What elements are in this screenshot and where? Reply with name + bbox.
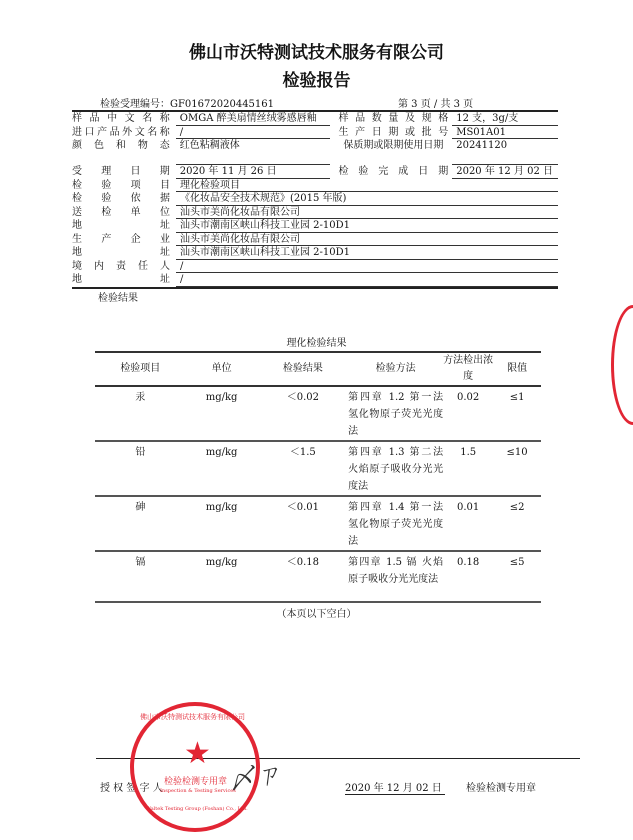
signature: 〆ㄗ — [226, 759, 283, 797]
table-cell: ＜0.18 — [258, 551, 349, 602]
table-cell: ≤5 — [493, 551, 541, 602]
column-header: 检验结果 — [258, 352, 349, 386]
info-value: 《化妆品安全技术规范》(2015 年版) — [176, 192, 558, 206]
table-cell: 镉 — [95, 551, 186, 602]
info-label: 地址 — [72, 247, 170, 258]
info-label: 检验依据 — [72, 193, 170, 204]
table-cell: mg/kg — [186, 441, 258, 496]
column-header: 单位 — [186, 352, 258, 386]
info-value: 理化检验项目 — [176, 179, 558, 193]
info-label: 颜色和物态 — [72, 140, 170, 151]
info-row — [72, 260, 558, 274]
info-row — [72, 126, 558, 140]
info-value: OMGA 醉美扇情丝绒雾感唇釉 — [176, 112, 331, 126]
table-cell: ≤10 — [493, 441, 541, 496]
seal-text: Waltek Testing Group (Foshan) Co., Ltd. — [146, 806, 248, 812]
table-row — [95, 441, 541, 496]
info-label: 生产企业 — [72, 233, 170, 245]
info-label: 保质期或限期使用日期 — [343, 140, 444, 151]
table-cell: mg/kg — [186, 551, 258, 602]
info-row — [72, 112, 558, 126]
info-label: 样品中文名称 — [72, 113, 170, 124]
info-row — [72, 165, 558, 179]
table-cell: ≤1 — [493, 386, 541, 441]
info-value: 汕头市美尚化妆品有限公司 — [176, 233, 558, 247]
info-label: 进口产品外文名称 — [72, 126, 170, 138]
info-value: 2020 年 11 月 26 日 — [176, 165, 331, 179]
info-label: 受理日期 — [72, 166, 170, 177]
table-cell: 第四章 1.2 第一法 氢化物原子荧光光度法 — [348, 386, 443, 441]
table-cell: 0.02 — [443, 386, 493, 441]
table-row — [95, 496, 541, 551]
blank-note: （本页以下空白） — [276, 609, 357, 620]
info-value: MS01A01 — [452, 126, 558, 140]
signer-label: 授 权 签 字 人 — [100, 783, 163, 794]
info-value: 20241120 — [452, 139, 558, 165]
info-label: 样品数量及规格 — [338, 113, 449, 124]
star-icon: ★ — [184, 736, 211, 771]
info-row — [72, 233, 558, 247]
sign-date: 2020 年 12 月 02 日 — [345, 779, 445, 795]
page-edge-seal — [611, 305, 633, 425]
table-cell: ≤2 — [493, 496, 541, 551]
column-header: 检验方法 — [348, 352, 443, 386]
column-header: 限值 — [493, 352, 541, 386]
info-row — [72, 206, 558, 220]
column-header: 方法检出浓度 — [443, 352, 493, 386]
sample-info-table — [72, 110, 558, 289]
company-name: 佛山市沃特测试技术服务有限公司 — [189, 43, 444, 63]
table-cell: 0.18 — [443, 551, 493, 602]
page-indicator: 第 3 页 / 共 3 页 — [398, 99, 474, 110]
receipt-value: GF01672020445161 — [170, 99, 274, 110]
info-row — [72, 179, 558, 193]
info-label: 生产日期或批号 — [338, 126, 449, 138]
info-value: / — [176, 126, 331, 140]
info-label: 检验项目 — [72, 179, 170, 191]
results-title: 理化检验结果 — [286, 338, 347, 349]
table-row — [95, 551, 541, 602]
info-label: 地址 — [72, 220, 170, 231]
info-value: / — [176, 273, 558, 287]
info-value: 12 支，3g/支 — [452, 112, 558, 126]
info-row — [72, 246, 558, 260]
table-cell: ＜0.01 — [258, 496, 349, 551]
info-label: 境内责任人 — [72, 260, 170, 272]
table-cell: ＜0.02 — [258, 386, 349, 441]
table-cell: mg/kg — [186, 496, 258, 551]
receipt-label: 检验受理编号： — [100, 99, 170, 110]
table-cell: 第四章 1.3 第二法 火焰原子吸收分光光度法 — [348, 441, 443, 496]
info-label: 检验完成日期 — [338, 166, 449, 177]
column-header: 检验项目 — [95, 352, 186, 386]
table-cell: ＜1.5 — [258, 441, 349, 496]
seal-text: 检验检测专用章 — [164, 777, 228, 787]
report-title: 检验报告 — [282, 71, 351, 91]
info-row — [72, 192, 558, 206]
seal-label: 检验检测专用章 — [466, 783, 536, 794]
info-value: 汕头市潮南区峡山科技工业园 2-10D1 — [176, 219, 558, 233]
receipt-number — [100, 95, 274, 110]
table-row — [95, 386, 541, 441]
info-value: / — [176, 260, 558, 274]
table-cell: mg/kg — [186, 386, 258, 441]
info-row — [72, 273, 558, 287]
seal-text: Inspection & Testing Services — [160, 788, 236, 794]
table-cell: 砷 — [95, 496, 186, 551]
info-value: 红色粘稠液体 — [176, 139, 331, 165]
table-cell: 第四章 1.5 镉 火焰原子吸收分光光度法 — [348, 551, 443, 602]
seal-text: 佛山市沃特测试技术服务有限公司 — [140, 713, 245, 721]
table-cell: 0.01 — [443, 496, 493, 551]
info-label: 送检单位 — [72, 206, 170, 218]
table-cell: 铅 — [95, 441, 186, 496]
info-value: 2020 年 12 月 02 日 — [452, 165, 558, 179]
table-cell: 汞 — [95, 386, 186, 441]
table-cell: 第四章 1.4 第一法 氢化物原子荧光光度法 — [348, 496, 443, 551]
results-label: 检验结果 — [98, 293, 138, 304]
info-row — [72, 219, 558, 233]
info-value: 汕头市美尚化妆品有限公司 — [176, 206, 558, 220]
company-seal — [130, 702, 260, 832]
info-value: 汕头市潮南区峡山科技工业园 2-10D1 — [176, 246, 558, 260]
results-table — [95, 351, 541, 603]
info-label: 地址 — [72, 274, 170, 285]
info-row — [72, 139, 558, 165]
table-cell: 1.5 — [443, 441, 493, 496]
